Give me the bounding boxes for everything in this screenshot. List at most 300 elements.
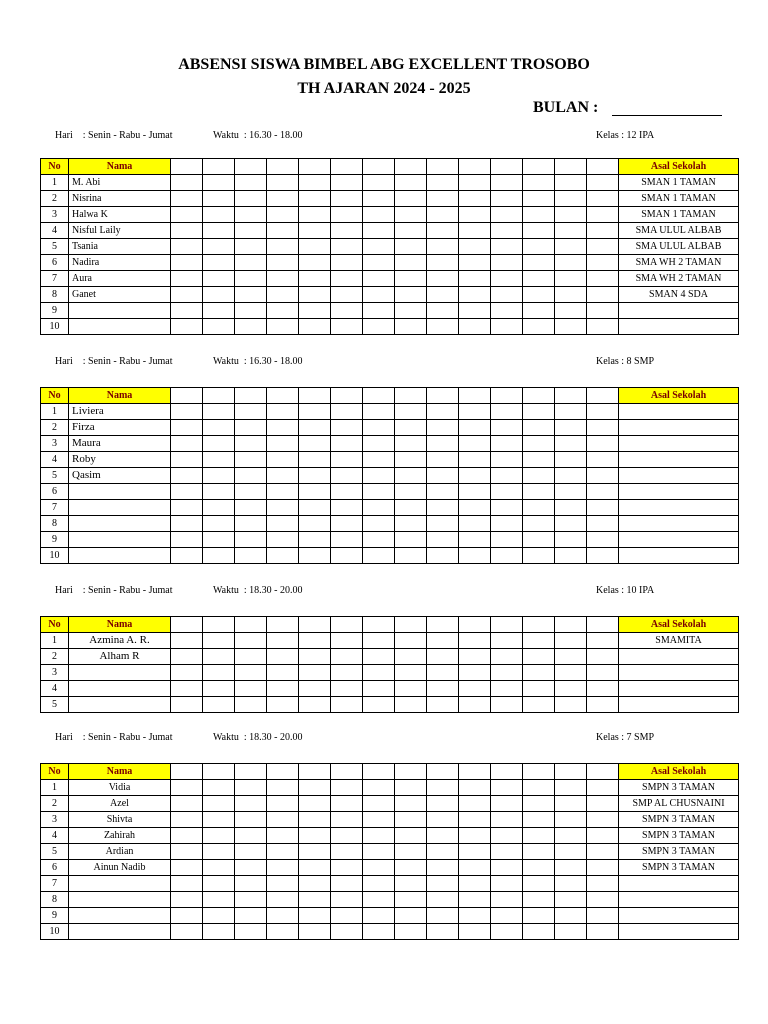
- attendance-cell[interactable]: [555, 319, 587, 335]
- attendance-cell[interactable]: [491, 681, 523, 697]
- attendance-cell[interactable]: [459, 892, 491, 908]
- attendance-cell[interactable]: [171, 860, 203, 876]
- attendance-cell[interactable]: [587, 908, 619, 924]
- attendance-cell[interactable]: [395, 924, 427, 940]
- attendance-cell[interactable]: [491, 908, 523, 924]
- attendance-cell[interactable]: [555, 175, 587, 191]
- attendance-cell[interactable]: [171, 271, 203, 287]
- student-name[interactable]: Azel: [69, 796, 171, 812]
- attendance-cell[interactable]: [491, 697, 523, 713]
- student-name[interactable]: [69, 303, 171, 319]
- attendance-cell[interactable]: [331, 452, 363, 468]
- attendance-cell[interactable]: [587, 452, 619, 468]
- attendance-cell[interactable]: [523, 780, 555, 796]
- attendance-cell[interactable]: [203, 303, 235, 319]
- attendance-cell[interactable]: [427, 271, 459, 287]
- attendance-cell[interactable]: [427, 924, 459, 940]
- attendance-cell[interactable]: [203, 828, 235, 844]
- school-name[interactable]: [619, 892, 739, 908]
- month-blank-line[interactable]: [612, 115, 722, 116]
- attendance-cell[interactable]: [299, 665, 331, 681]
- attendance-cell[interactable]: [299, 697, 331, 713]
- attendance-cell[interactable]: [587, 468, 619, 484]
- attendance-cell[interactable]: [427, 860, 459, 876]
- student-name[interactable]: Tsania: [69, 239, 171, 255]
- attendance-cell[interactable]: [555, 924, 587, 940]
- attendance-cell[interactable]: [267, 319, 299, 335]
- attendance-cell[interactable]: [331, 892, 363, 908]
- attendance-cell[interactable]: [555, 516, 587, 532]
- attendance-cell[interactable]: [171, 303, 203, 319]
- student-name[interactable]: Nadira: [69, 255, 171, 271]
- attendance-cell[interactable]: [395, 796, 427, 812]
- attendance-cell[interactable]: [299, 516, 331, 532]
- attendance-cell[interactable]: [523, 287, 555, 303]
- attendance-cell[interactable]: [427, 876, 459, 892]
- attendance-cell[interactable]: [267, 223, 299, 239]
- attendance-cell[interactable]: [555, 484, 587, 500]
- attendance-cell[interactable]: [235, 500, 267, 516]
- attendance-cell[interactable]: [395, 548, 427, 564]
- attendance-cell[interactable]: [331, 796, 363, 812]
- attendance-cell[interactable]: [587, 191, 619, 207]
- attendance-cell[interactable]: [459, 484, 491, 500]
- attendance-cell[interactable]: [235, 319, 267, 335]
- attendance-cell[interactable]: [587, 420, 619, 436]
- attendance-cell[interactable]: [459, 812, 491, 828]
- attendance-cell[interactable]: [459, 828, 491, 844]
- attendance-cell[interactable]: [491, 828, 523, 844]
- attendance-cell[interactable]: [587, 649, 619, 665]
- attendance-cell[interactable]: [555, 255, 587, 271]
- attendance-cell[interactable]: [427, 287, 459, 303]
- attendance-cell[interactable]: [331, 175, 363, 191]
- attendance-cell[interactable]: [267, 191, 299, 207]
- attendance-cell[interactable]: [235, 255, 267, 271]
- school-name[interactable]: [619, 924, 739, 940]
- attendance-cell[interactable]: [523, 665, 555, 681]
- attendance-cell[interactable]: [299, 287, 331, 303]
- attendance-cell[interactable]: [363, 303, 395, 319]
- attendance-cell[interactable]: [235, 548, 267, 564]
- attendance-cell[interactable]: [427, 420, 459, 436]
- attendance-cell[interactable]: [587, 796, 619, 812]
- attendance-cell[interactable]: [331, 924, 363, 940]
- attendance-cell[interactable]: [331, 191, 363, 207]
- attendance-cell[interactable]: [459, 319, 491, 335]
- attendance-cell[interactable]: [491, 780, 523, 796]
- attendance-cell[interactable]: [203, 404, 235, 420]
- attendance-cell[interactable]: [459, 908, 491, 924]
- attendance-cell[interactable]: [267, 436, 299, 452]
- attendance-cell[interactable]: [395, 436, 427, 452]
- attendance-cell[interactable]: [235, 780, 267, 796]
- attendance-cell[interactable]: [331, 633, 363, 649]
- attendance-cell[interactable]: [203, 175, 235, 191]
- attendance-cell[interactable]: [299, 892, 331, 908]
- attendance-cell[interactable]: [427, 633, 459, 649]
- attendance-cell[interactable]: [395, 191, 427, 207]
- attendance-cell[interactable]: [235, 633, 267, 649]
- student-name[interactable]: Halwa K: [69, 207, 171, 223]
- attendance-cell[interactable]: [203, 812, 235, 828]
- attendance-cell[interactable]: [459, 271, 491, 287]
- attendance-cell[interactable]: [587, 844, 619, 860]
- attendance-cell[interactable]: [587, 681, 619, 697]
- attendance-cell[interactable]: [555, 697, 587, 713]
- attendance-cell[interactable]: [427, 516, 459, 532]
- attendance-cell[interactable]: [523, 175, 555, 191]
- attendance-cell[interactable]: [299, 780, 331, 796]
- attendance-cell[interactable]: [235, 697, 267, 713]
- school-name[interactable]: [619, 303, 739, 319]
- attendance-cell[interactable]: [299, 175, 331, 191]
- attendance-cell[interactable]: [363, 649, 395, 665]
- attendance-cell[interactable]: [171, 420, 203, 436]
- attendance-cell[interactable]: [267, 633, 299, 649]
- attendance-cell[interactable]: [235, 812, 267, 828]
- attendance-cell[interactable]: [171, 484, 203, 500]
- attendance-cell[interactable]: [363, 908, 395, 924]
- school-name[interactable]: [619, 697, 739, 713]
- attendance-cell[interactable]: [331, 665, 363, 681]
- attendance-cell[interactable]: [459, 665, 491, 681]
- attendance-cell[interactable]: [331, 649, 363, 665]
- attendance-cell[interactable]: [587, 500, 619, 516]
- attendance-cell[interactable]: [587, 271, 619, 287]
- attendance-cell[interactable]: [555, 681, 587, 697]
- attendance-cell[interactable]: [299, 223, 331, 239]
- attendance-cell[interactable]: [235, 649, 267, 665]
- attendance-cell[interactable]: [299, 420, 331, 436]
- attendance-cell[interactable]: [235, 175, 267, 191]
- attendance-cell[interactable]: [363, 436, 395, 452]
- attendance-cell[interactable]: [171, 516, 203, 532]
- attendance-cell[interactable]: [363, 452, 395, 468]
- attendance-cell[interactable]: [267, 892, 299, 908]
- attendance-cell[interactable]: [363, 223, 395, 239]
- school-name[interactable]: [619, 665, 739, 681]
- attendance-cell[interactable]: [235, 452, 267, 468]
- attendance-cell[interactable]: [203, 255, 235, 271]
- attendance-cell[interactable]: [331, 436, 363, 452]
- attendance-cell[interactable]: [331, 255, 363, 271]
- attendance-cell[interactable]: [171, 665, 203, 681]
- attendance-cell[interactable]: [171, 452, 203, 468]
- school-name[interactable]: [619, 548, 739, 564]
- attendance-cell[interactable]: [427, 191, 459, 207]
- attendance-cell[interactable]: [267, 271, 299, 287]
- attendance-cell[interactable]: [331, 223, 363, 239]
- attendance-cell[interactable]: [491, 892, 523, 908]
- attendance-cell[interactable]: [491, 876, 523, 892]
- attendance-cell[interactable]: [235, 844, 267, 860]
- attendance-cell[interactable]: [363, 697, 395, 713]
- attendance-cell[interactable]: [459, 175, 491, 191]
- attendance-cell[interactable]: [555, 844, 587, 860]
- attendance-cell[interactable]: [203, 223, 235, 239]
- attendance-cell[interactable]: [267, 207, 299, 223]
- attendance-cell[interactable]: [587, 484, 619, 500]
- attendance-cell[interactable]: [491, 420, 523, 436]
- attendance-cell[interactable]: [555, 892, 587, 908]
- attendance-cell[interactable]: [427, 908, 459, 924]
- attendance-cell[interactable]: [459, 844, 491, 860]
- attendance-cell[interactable]: [555, 452, 587, 468]
- attendance-cell[interactable]: [395, 452, 427, 468]
- attendance-cell[interactable]: [363, 796, 395, 812]
- attendance-cell[interactable]: [427, 812, 459, 828]
- attendance-cell[interactable]: [523, 420, 555, 436]
- student-name[interactable]: Ardian: [69, 844, 171, 860]
- attendance-cell[interactable]: [395, 404, 427, 420]
- attendance-cell[interactable]: [427, 828, 459, 844]
- attendance-cell[interactable]: [587, 239, 619, 255]
- attendance-cell[interactable]: [203, 500, 235, 516]
- attendance-cell[interactable]: [555, 287, 587, 303]
- school-name[interactable]: SMPN 3 TAMAN: [619, 860, 739, 876]
- attendance-cell[interactable]: [427, 484, 459, 500]
- attendance-cell[interactable]: [267, 404, 299, 420]
- school-name[interactable]: SMPN 3 TAMAN: [619, 812, 739, 828]
- attendance-cell[interactable]: [459, 468, 491, 484]
- attendance-cell[interactable]: [299, 548, 331, 564]
- attendance-cell[interactable]: [491, 223, 523, 239]
- attendance-cell[interactable]: [363, 548, 395, 564]
- attendance-cell[interactable]: [363, 892, 395, 908]
- attendance-cell[interactable]: [299, 876, 331, 892]
- attendance-cell[interactable]: [555, 303, 587, 319]
- student-name[interactable]: Vidia: [69, 780, 171, 796]
- attendance-cell[interactable]: [267, 812, 299, 828]
- attendance-cell[interactable]: [587, 175, 619, 191]
- attendance-cell[interactable]: [171, 207, 203, 223]
- attendance-cell[interactable]: [299, 860, 331, 876]
- attendance-cell[interactable]: [299, 271, 331, 287]
- attendance-cell[interactable]: [395, 468, 427, 484]
- attendance-cell[interactable]: [523, 271, 555, 287]
- school-name[interactable]: SMA ULUL ALBAB: [619, 223, 739, 239]
- attendance-cell[interactable]: [523, 452, 555, 468]
- attendance-cell[interactable]: [299, 468, 331, 484]
- attendance-cell[interactable]: [587, 876, 619, 892]
- student-name[interactable]: [69, 697, 171, 713]
- attendance-cell[interactable]: [299, 812, 331, 828]
- attendance-cell[interactable]: [331, 303, 363, 319]
- attendance-cell[interactable]: [331, 207, 363, 223]
- attendance-cell[interactable]: [523, 548, 555, 564]
- attendance-cell[interactable]: [523, 876, 555, 892]
- attendance-cell[interactable]: [459, 548, 491, 564]
- attendance-cell[interactable]: [171, 844, 203, 860]
- attendance-cell[interactable]: [555, 665, 587, 681]
- attendance-cell[interactable]: [235, 271, 267, 287]
- attendance-cell[interactable]: [555, 908, 587, 924]
- attendance-cell[interactable]: [395, 175, 427, 191]
- attendance-cell[interactable]: [299, 924, 331, 940]
- attendance-cell[interactable]: [235, 532, 267, 548]
- attendance-cell[interactable]: [171, 649, 203, 665]
- student-name[interactable]: [69, 516, 171, 532]
- attendance-cell[interactable]: [491, 924, 523, 940]
- attendance-cell[interactable]: [523, 908, 555, 924]
- attendance-cell[interactable]: [523, 484, 555, 500]
- attendance-cell[interactable]: [555, 548, 587, 564]
- attendance-cell[interactable]: [587, 924, 619, 940]
- student-name[interactable]: Shivta: [69, 812, 171, 828]
- attendance-cell[interactable]: [363, 287, 395, 303]
- attendance-cell[interactable]: [427, 548, 459, 564]
- attendance-cell[interactable]: [491, 649, 523, 665]
- attendance-cell[interactable]: [363, 665, 395, 681]
- school-name[interactable]: [619, 436, 739, 452]
- attendance-cell[interactable]: [171, 532, 203, 548]
- student-name[interactable]: [69, 681, 171, 697]
- attendance-cell[interactable]: [427, 468, 459, 484]
- attendance-cell[interactable]: [587, 516, 619, 532]
- attendance-cell[interactable]: [587, 892, 619, 908]
- attendance-cell[interactable]: [299, 796, 331, 812]
- attendance-cell[interactable]: [203, 191, 235, 207]
- attendance-cell[interactable]: [587, 207, 619, 223]
- attendance-cell[interactable]: [491, 207, 523, 223]
- attendance-cell[interactable]: [395, 239, 427, 255]
- attendance-cell[interactable]: [395, 287, 427, 303]
- school-name[interactable]: SMAN 1 TAMAN: [619, 175, 739, 191]
- student-name[interactable]: [69, 908, 171, 924]
- attendance-cell[interactable]: [395, 697, 427, 713]
- attendance-cell[interactable]: [555, 420, 587, 436]
- attendance-cell[interactable]: [299, 649, 331, 665]
- attendance-cell[interactable]: [523, 697, 555, 713]
- attendance-cell[interactable]: [267, 796, 299, 812]
- attendance-cell[interactable]: [491, 860, 523, 876]
- attendance-cell[interactable]: [171, 697, 203, 713]
- attendance-cell[interactable]: [363, 207, 395, 223]
- attendance-cell[interactable]: [235, 828, 267, 844]
- attendance-cell[interactable]: [427, 500, 459, 516]
- attendance-cell[interactable]: [427, 681, 459, 697]
- attendance-cell[interactable]: [395, 500, 427, 516]
- attendance-cell[interactable]: [203, 484, 235, 500]
- attendance-cell[interactable]: [363, 319, 395, 335]
- attendance-cell[interactable]: [203, 319, 235, 335]
- attendance-cell[interactable]: [395, 812, 427, 828]
- attendance-cell[interactable]: [331, 828, 363, 844]
- attendance-cell[interactable]: [363, 876, 395, 892]
- attendance-cell[interactable]: [171, 223, 203, 239]
- attendance-cell[interactable]: [395, 860, 427, 876]
- attendance-cell[interactable]: [331, 287, 363, 303]
- school-name[interactable]: SMA ULUL ALBAB: [619, 239, 739, 255]
- attendance-cell[interactable]: [459, 436, 491, 452]
- attendance-cell[interactable]: [491, 436, 523, 452]
- attendance-cell[interactable]: [203, 892, 235, 908]
- student-name[interactable]: Roby: [69, 452, 171, 468]
- attendance-cell[interactable]: [235, 516, 267, 532]
- attendance-cell[interactable]: [587, 436, 619, 452]
- attendance-cell[interactable]: [299, 681, 331, 697]
- attendance-cell[interactable]: [363, 812, 395, 828]
- attendance-cell[interactable]: [171, 319, 203, 335]
- attendance-cell[interactable]: [395, 649, 427, 665]
- attendance-cell[interactable]: [331, 500, 363, 516]
- school-name[interactable]: [619, 420, 739, 436]
- attendance-cell[interactable]: [331, 548, 363, 564]
- student-name[interactable]: [69, 892, 171, 908]
- attendance-cell[interactable]: [267, 908, 299, 924]
- attendance-cell[interactable]: [235, 681, 267, 697]
- attendance-cell[interactable]: [235, 924, 267, 940]
- attendance-cell[interactable]: [235, 860, 267, 876]
- attendance-cell[interactable]: [171, 796, 203, 812]
- attendance-cell[interactable]: [491, 271, 523, 287]
- attendance-cell[interactable]: [331, 420, 363, 436]
- attendance-cell[interactable]: [235, 468, 267, 484]
- school-name[interactable]: [619, 516, 739, 532]
- attendance-cell[interactable]: [331, 697, 363, 713]
- attendance-cell[interactable]: [427, 452, 459, 468]
- attendance-cell[interactable]: [331, 681, 363, 697]
- attendance-cell[interactable]: [459, 860, 491, 876]
- attendance-cell[interactable]: [267, 828, 299, 844]
- attendance-cell[interactable]: [395, 319, 427, 335]
- school-name[interactable]: SMAN 1 TAMAN: [619, 207, 739, 223]
- attendance-cell[interactable]: [267, 532, 299, 548]
- attendance-cell[interactable]: [363, 828, 395, 844]
- attendance-cell[interactable]: [363, 532, 395, 548]
- school-name[interactable]: [619, 876, 739, 892]
- attendance-cell[interactable]: [299, 319, 331, 335]
- attendance-cell[interactable]: [555, 828, 587, 844]
- attendance-cell[interactable]: [171, 287, 203, 303]
- attendance-cell[interactable]: [363, 860, 395, 876]
- attendance-cell[interactable]: [235, 191, 267, 207]
- attendance-cell[interactable]: [395, 828, 427, 844]
- attendance-cell[interactable]: [267, 452, 299, 468]
- attendance-cell[interactable]: [267, 844, 299, 860]
- attendance-cell[interactable]: [299, 207, 331, 223]
- attendance-cell[interactable]: [363, 516, 395, 532]
- attendance-cell[interactable]: [235, 239, 267, 255]
- attendance-cell[interactable]: [491, 532, 523, 548]
- school-name[interactable]: SMA WH 2 TAMAN: [619, 271, 739, 287]
- attendance-cell[interactable]: [299, 908, 331, 924]
- attendance-cell[interactable]: [491, 175, 523, 191]
- attendance-cell[interactable]: [267, 681, 299, 697]
- attendance-cell[interactable]: [587, 303, 619, 319]
- attendance-cell[interactable]: [523, 860, 555, 876]
- attendance-cell[interactable]: [587, 287, 619, 303]
- attendance-cell[interactable]: [363, 255, 395, 271]
- student-name[interactable]: [69, 319, 171, 335]
- attendance-cell[interactable]: [203, 908, 235, 924]
- attendance-cell[interactable]: [203, 532, 235, 548]
- student-name[interactable]: Zahirah: [69, 828, 171, 844]
- attendance-cell[interactable]: [363, 468, 395, 484]
- attendance-cell[interactable]: [555, 271, 587, 287]
- attendance-cell[interactable]: [267, 175, 299, 191]
- student-name[interactable]: Liviera: [69, 404, 171, 420]
- attendance-cell[interactable]: [267, 780, 299, 796]
- attendance-cell[interactable]: [235, 892, 267, 908]
- school-name[interactable]: SMA WH 2 TAMAN: [619, 255, 739, 271]
- attendance-cell[interactable]: [491, 548, 523, 564]
- student-name[interactable]: [69, 548, 171, 564]
- attendance-cell[interactable]: [363, 191, 395, 207]
- attendance-cell[interactable]: [331, 484, 363, 500]
- attendance-cell[interactable]: [459, 452, 491, 468]
